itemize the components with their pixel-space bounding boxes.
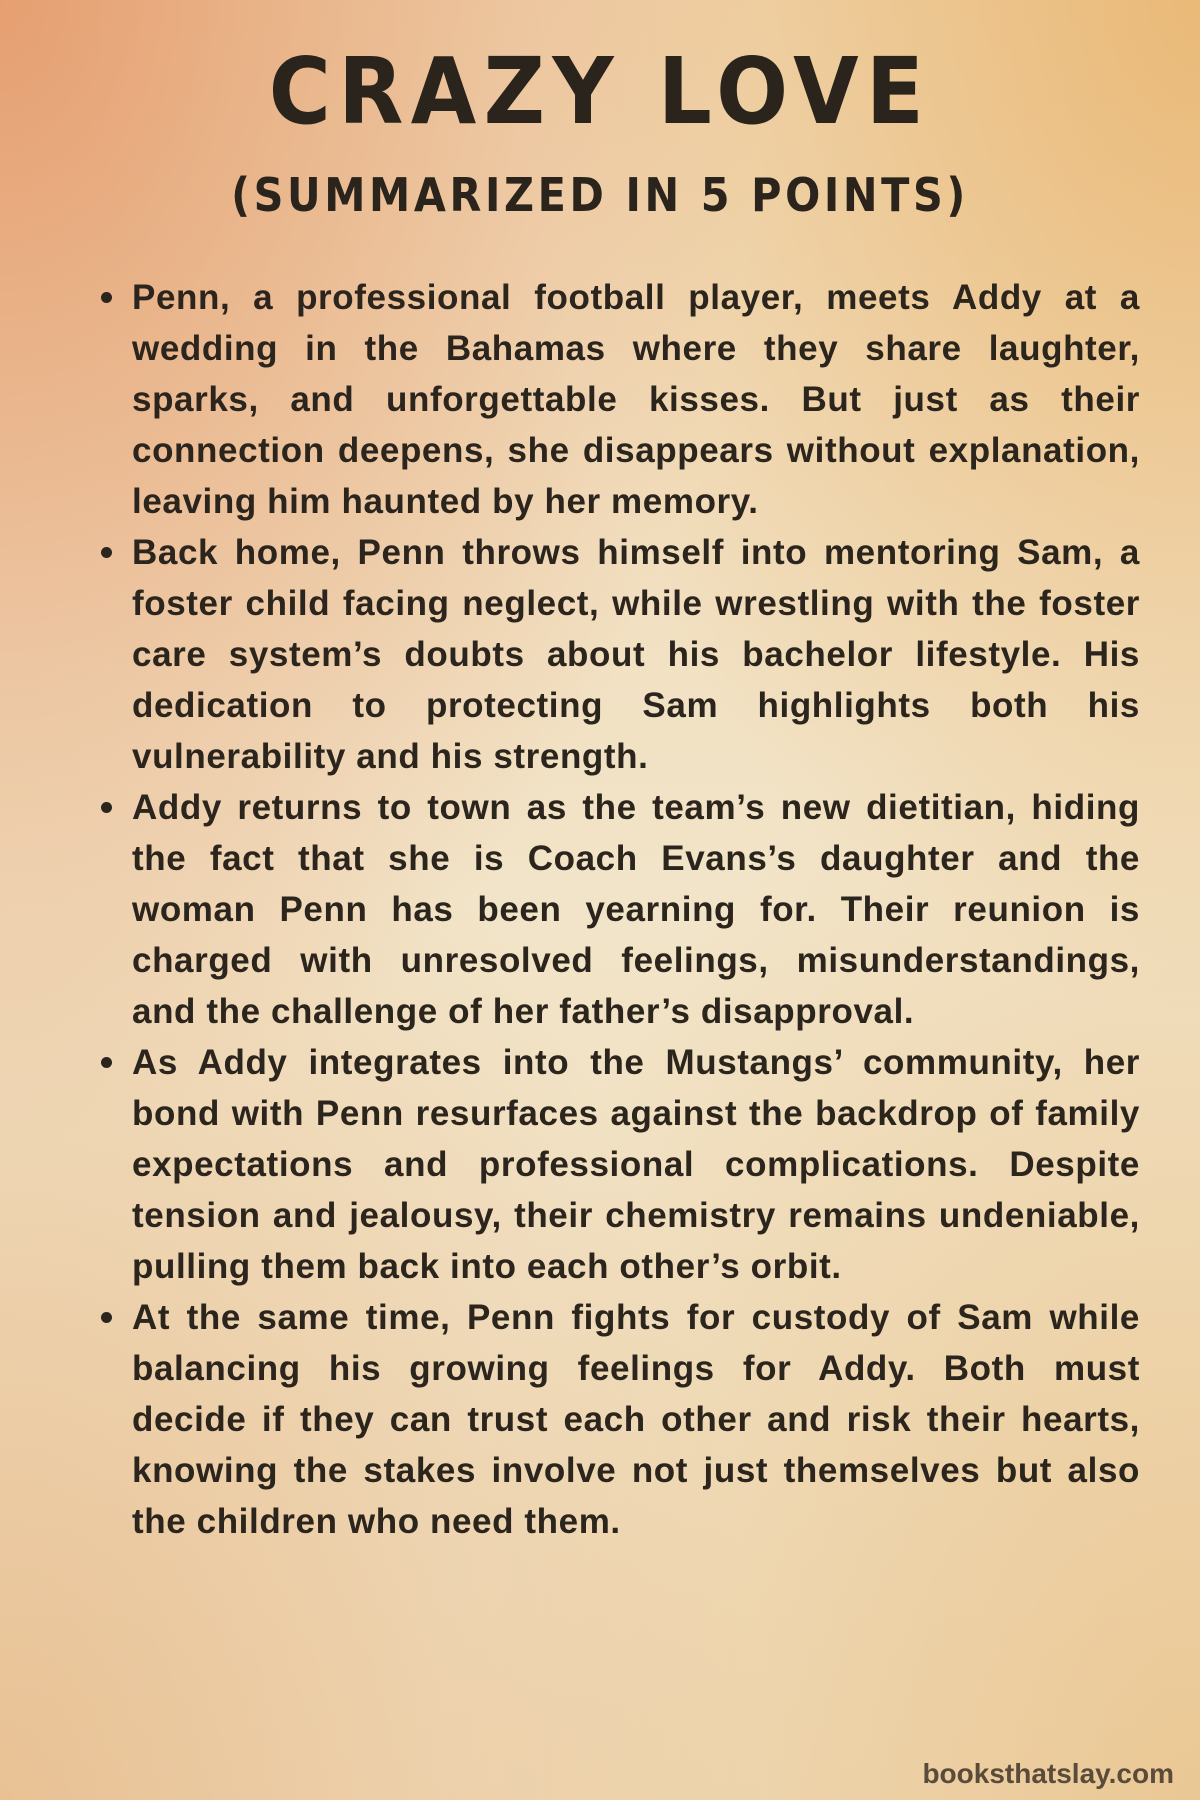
list-item bbox=[132, 1292, 1140, 1547]
bullet-icon bbox=[101, 292, 112, 303]
bullet-icon bbox=[101, 1057, 112, 1068]
point-text: Penn, a professional football player, meets Addy at a wedding in the Bahamas where they share laughter, sparks, and unforgettable kisses. But just as their connection deepens, she disappears without explanation, leaving him haunted by her memory. bbox=[132, 278, 1140, 521]
point-text: Addy returns to town as the team’s new dietitian, hiding the fact that she is Coach Evans’s daughter and the woman Penn has been yearning for. Their reunion is charged with unresolved feelings, misunderstandings, and the challenge of her father’s disapproval. bbox=[132, 788, 1140, 1031]
bullet-icon bbox=[101, 1312, 112, 1323]
list-item bbox=[132, 527, 1140, 782]
list-item bbox=[132, 272, 1140, 527]
bullet-icon bbox=[101, 802, 112, 813]
site-watermark: booksthatslay.com bbox=[922, 1758, 1174, 1789]
point-text: At the same time, Penn fights for custody of Sam while balancing his growing feelings for Addy. Both must decide if they can trust each other and risk their hearts, knowing the stakes involve not just themselves but also the children who need them. bbox=[132, 1298, 1140, 1541]
list-item bbox=[132, 782, 1140, 1037]
bullet-icon bbox=[101, 547, 112, 558]
point-text: Back home, Penn throws himself into mentoring Sam, a foster child facing neglect, while wrestling with the foster care system’s doubts about his bachelor lifestyle. His dedication to protecting Sam highlights both his vulnerability and his strength. bbox=[132, 533, 1140, 776]
page-title: CRAZY LOVE bbox=[268, 38, 932, 145]
page-subtitle: (SUMMARIZED IN 5 POINTS) bbox=[231, 168, 969, 222]
point-text: As Addy integrates into the Mustangs’ community, her bond with Penn resurfaces against the backdrop of family expectations and professional complications. Despite tension and jealousy, their chemistry remains undeniable, pulling them back into each other’s orbit. bbox=[132, 1043, 1140, 1286]
list-item bbox=[132, 1037, 1140, 1292]
summary-list bbox=[132, 272, 1140, 1547]
